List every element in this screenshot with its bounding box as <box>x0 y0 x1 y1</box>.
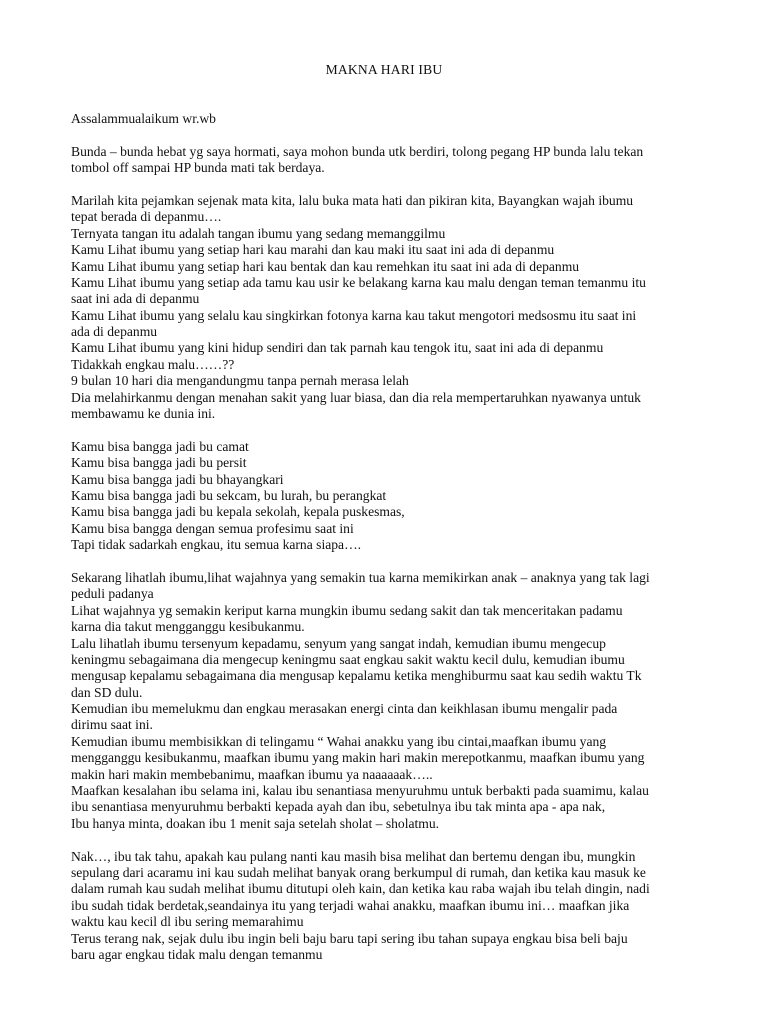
paragraph <box>71 849 721 964</box>
text-line: Kamu Lihat ibumu yang setiap hari kau bentak dan kau remehkan itu saat ini ada di depanmu <box>71 258 580 274</box>
text-line: tepat berada di depanmu…. <box>71 209 222 225</box>
text-line: Ternyata tangan itu adalah tangan ibumu yang sedang memanggilmu <box>71 225 446 241</box>
text-line: mengusap kepalamu sebagaimana dia mengusap kepalamu ketika menghiburmu saat kau sedih waktu Tk <box>71 668 642 684</box>
text-line: Maafkan kesalahan ibu selama ini, kalau ibu senantiasa menyuruhmu untuk berbakti pada suamimu, kalau <box>71 783 649 799</box>
text-line: Kamu bisa bangga jadi bu camat <box>71 438 249 454</box>
text-line: Terus terang nak, sejak dulu ibu ingin beli baju baru tapi sering ibu tahan supaya engkau bisa beli baju <box>71 930 628 946</box>
text-line: Kamu Lihat ibumu yang setiap hari kau marahi dan kau maki itu saat ini ada di depanmu <box>71 242 555 258</box>
paragraph-gap <box>71 832 721 848</box>
paragraph <box>71 111 721 127</box>
text-line: baru agar engkau tidak malu dengan temanmu <box>71 946 323 962</box>
document-title: MAKNA HARI IBU <box>325 62 443 77</box>
text-line: Kamu Lihat ibumu yang kini hidup sendiri dan tak parnah kau tengok itu, saat ini ada di depanmu <box>71 340 604 356</box>
document-body <box>71 111 721 963</box>
text-line: ibu senantiasa menyuruhmu berbakti kepada ayah dan ibu, sebetulnya ibu tak minta apa - apa nak, <box>71 799 606 815</box>
text-line: dalam rumah kau sudah melihat ibumu ditutupi oleh kain, dan ketika kau raba wajah ibu telah dingin, nadi <box>71 881 650 897</box>
text-line: Kamu bisa bangga jadi bu sekcam, bu lurah, bu perangkat <box>71 487 387 503</box>
text-line: ada di depanmu <box>71 324 158 340</box>
paragraph <box>71 144 721 177</box>
text-line: saat ini ada di depanmu <box>71 291 200 307</box>
text-line: Nak…, ibu tak tahu, apakah kau pulang nanti kau masih bisa melihat dan bertemu dengan ibu, mungkin <box>71 848 636 864</box>
paragraph-gap <box>71 554 721 570</box>
text-line: Kemudian ibumu membisikkan di telingamu “ Wahai anakku yang ibu cintai,maafkan ibumu yang <box>71 733 607 749</box>
text-line: keningmu sebagaimana dia mengecup keningmu saat engkau sakit waktu kecil dulu, kemudian ibumu <box>71 651 625 667</box>
paragraph <box>71 570 721 832</box>
text-line: peduli padanya <box>71 586 154 602</box>
paragraph-gap <box>71 127 721 143</box>
text-line: Dia melahirkanmu dengan menahan sakit yang luar biasa, dan dia rela mempertaruhkan nyawanya untuk <box>71 389 641 405</box>
paragraph <box>71 193 721 422</box>
text-line: Assalammualaikum wr.wb <box>71 111 216 126</box>
text-line: ibu sudah tidak berdetak,seandainya itu yang terjadi wahai anakku, maafkan ibumu ini… maafkan jika <box>71 897 630 913</box>
text-line: waktu kau kecil dl ibu sering memarahimu <box>71 914 304 930</box>
text-line: Bunda – bunda hebat yg saya hormati, saya mohon bunda utk berdiri, tolong pegang HP bunda lalu tekan <box>71 143 644 159</box>
text-line: Kemudian ibu memelukmu dan engkau merasakan energi cinta dan keikhlasan ibumu mengalir pada <box>71 701 618 717</box>
text-line: makin hari makin membebanimu, maafkan ibumu ya naaaaaak….. <box>71 766 433 782</box>
text-line: 9 bulan 10 hari dia mengandungmu tanpa pernah merasa lelah <box>71 373 409 389</box>
text-line: Lihat wajahnya yg semakin keriput karna mungkin ibumu sedang sakit dan tak menceritakan padamu <box>71 602 623 618</box>
paragraph-gap <box>71 177 721 193</box>
text-line: Kamu bisa bangga jadi bu kepala sekolah, kepala puskesmas, <box>71 504 405 520</box>
text-line: Sekarang lihatlah ibumu,lihat wajahnya yang semakin tua karna memikirkan anak – anaknya yang tak lagi <box>71 569 650 585</box>
text-line: Tidakkah engkau malu……?? <box>71 356 235 372</box>
text-line: Tapi tidak sadarkah engkau, itu semua karna siapa…. <box>71 537 362 553</box>
text-line: Kamu bisa bangga jadi bu persit <box>71 455 247 471</box>
text-line: dan SD dulu. <box>71 684 143 700</box>
text-line: mengganggu kesibukanmu, maafkan ibumu yang makin hari makin merepotkanmu, maafkan ibumu yang <box>71 750 645 766</box>
text-line: karna dia takut mengganggu kesibukanmu. <box>71 619 305 635</box>
text-line: Marilah kita pejamkan sejenak mata kita, lalu buka mata hati dan pikiran kita, Bayangkan wajah ibumu <box>71 192 634 208</box>
paragraph-gap <box>71 422 721 438</box>
text-line: membawamu ke dunia ini. <box>71 406 216 422</box>
text-line: sepulang dari acaramu ini kau sudah melihat banyak orang berkumpul di rumah, dan ketika kau masuk ke <box>71 864 646 880</box>
text-line: Lalu lihatlah ibumu tersenyum kepadamu, senyum yang sangat indah, kemudian ibumu mengecup <box>71 635 606 651</box>
text-line: Kamu Lihat ibumu yang setiap ada tamu kau usir ke belakang karna kau malu dengan teman temanmu itu <box>71 274 646 290</box>
text-line: tombol off sampai HP bunda mati tak berdaya. <box>71 160 325 176</box>
text-line: Ibu hanya minta, doakan ibu 1 menit saja setelah sholat – sholatmu. <box>71 815 440 831</box>
text-line: Kamu bisa bangga dengan semua profesimu saat ini <box>71 520 354 536</box>
text-line: dirimu saat ini. <box>71 717 153 733</box>
text-line: Kamu bisa bangga jadi bu bhayangkari <box>71 471 284 487</box>
text-line: Kamu Lihat ibumu yang selalu kau singkirkan fotonya karna kau takut mengotori medsosmu itu saat ini <box>71 307 637 323</box>
paragraph <box>71 439 721 554</box>
